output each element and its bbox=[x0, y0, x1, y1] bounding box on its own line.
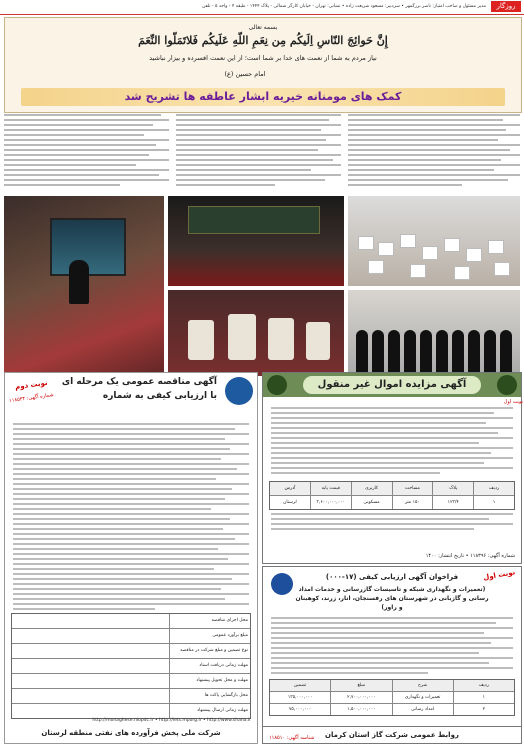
gas-company-logo bbox=[271, 573, 293, 595]
table-row: مهلت زمانی دریافت اسناد bbox=[12, 659, 250, 674]
tender-ad-lorestan bbox=[4, 372, 258, 744]
auction-header bbox=[263, 373, 521, 397]
photo-ceremony-speaker bbox=[4, 196, 164, 376]
photo-food-packages bbox=[348, 196, 520, 286]
photo-group-volunteers bbox=[348, 290, 520, 376]
newspaper-logo: روزگار bbox=[491, 1, 521, 12]
tender-subtitle: با ارزیابی کیفی به شماره bbox=[102, 391, 217, 401]
auction-body-text bbox=[271, 407, 513, 477]
ad-round: نوبت اول bbox=[482, 568, 516, 582]
table-row: محل بازگشایی پاکت ها bbox=[12, 689, 250, 704]
hadith-persian: نیاز مردم به شما از نعمت های خدا بر شما است؛ از این نعمت افسرده و بیزار نباشید bbox=[149, 54, 377, 62]
tender-ad-number: شماره آگهی: ۱۱۸۵۳۴ bbox=[8, 391, 55, 405]
publisher-info: مدیر مسئول و صاحب امتیاز: ناصر بزرگمهر • سردبیر: مسعود شریعت زاده • نشانی: تهران - خیابان کارگر شمالی - پلاک ۱۴۴۴ - طبقه ۴ - واحد ۵ - تلفن bbox=[202, 4, 486, 9]
masthead bbox=[0, 0, 524, 15]
article-section bbox=[4, 114, 520, 368]
article-headline: کمک های مومنانه خیریه ابشار عاطفه ها تشریح شد bbox=[21, 88, 505, 106]
auction-footer: شماره آگهی: ۱۱۸۳۹۶ • تاریخ انتشار: ۱۴۰۰ bbox=[425, 553, 515, 559]
auction-table bbox=[269, 481, 515, 510]
photo-donation-bags bbox=[168, 290, 344, 376]
hadith-box bbox=[4, 17, 522, 113]
oil-company-logo bbox=[225, 377, 253, 405]
table-row: ۲ امداد رسانی ۱,۵۰۰,۰۰۰,۰۰۰ ۷۵,۰۰۰,۰۰۰ bbox=[270, 704, 514, 715]
table-row: محل اجرای مناقصه bbox=[12, 614, 250, 629]
hadith-arabic: إِنَّ حَوائِجَ النّاسِ اِلَيکُم مِن نِعَمِ اللّهِ عَلَيکُم فَلاتَمَلّوا النِّعَمَ bbox=[138, 34, 388, 47]
call-subtitle: (تعمیرات و نگهداری شبکه و تاسیسات گازرسانی و خدمات امداد رسانی و گازبانی در شهرستان های رفسنجان، انار، زرند، کوهبنان و راور) bbox=[295, 586, 489, 611]
table-row: ۱ ۱۲۳/۴ ۱۵۰ متر مسکونی ۳,۶۰۰,۰۰۰,۰۰۰ لرستان bbox=[270, 496, 514, 509]
auction-ad bbox=[262, 372, 522, 564]
auction-notes bbox=[271, 513, 513, 533]
emblem-icon bbox=[497, 375, 517, 395]
ad-code: شناسه آگهی: ۱۱۸۵۱۰ bbox=[269, 735, 315, 741]
call-title: فراخوان آگهی ارزیابی کیفی (۱۷-۰۰۰) bbox=[325, 573, 459, 581]
table-row: مهلت و محل تحویل پیشنهاد bbox=[12, 674, 250, 689]
table-header-row: ردیف شرح مبلغ تضمین bbox=[270, 680, 514, 692]
tender-details-table bbox=[11, 613, 251, 719]
article-column-right bbox=[348, 114, 520, 194]
photo-stage-event bbox=[168, 196, 344, 286]
table-row: ۱ تعمیرات و نگهداری ۲,۷۰۰,۰۰۰,۰۰۰ ۱۳۵,۰۰۰,۰۰۰ bbox=[270, 692, 514, 704]
tender-round: نوبت دوم bbox=[14, 378, 48, 392]
bismillah: بسمه تعالی bbox=[248, 24, 278, 31]
gas-company-ad bbox=[262, 566, 522, 744]
auction-title: آگهی مزایده اموال غیر منقول bbox=[303, 376, 481, 394]
tender-issuer: شرکت ملی پخش فرآورده های نفتی منطقه لرستان bbox=[41, 729, 221, 737]
call-body-text bbox=[271, 617, 513, 677]
tender-title: آگهی مناقصه عمومی یک مرحله ای bbox=[61, 377, 217, 387]
table-row: نوع تضمین و مبلغ شرکت در مناقصه bbox=[12, 644, 250, 659]
article-column-left bbox=[4, 114, 169, 194]
tender-links[interactable]: http://monaghese.niopdc.ir • http://iets.mporg.ir • http://www.shana.ir bbox=[92, 718, 251, 723]
table-row: مبلغ برآورد عمومی bbox=[12, 629, 250, 644]
table-header-row: ردیف پلاک مساحت کاربری قیمت پایه آدرس bbox=[270, 482, 514, 496]
auction-round: نوبت اول bbox=[503, 399, 523, 405]
emblem-icon bbox=[267, 375, 287, 395]
article-column-middle bbox=[176, 114, 341, 194]
tender-body-text bbox=[13, 423, 249, 613]
call-table bbox=[269, 679, 515, 716]
gas-company-footer: روابط عمومی شرکت گاز استان کرمان bbox=[263, 726, 521, 743]
hadith-author: امام حسین (ع) bbox=[224, 70, 266, 78]
table-row: مهلت زمانی ارسال پیشنهاد bbox=[12, 704, 250, 718]
